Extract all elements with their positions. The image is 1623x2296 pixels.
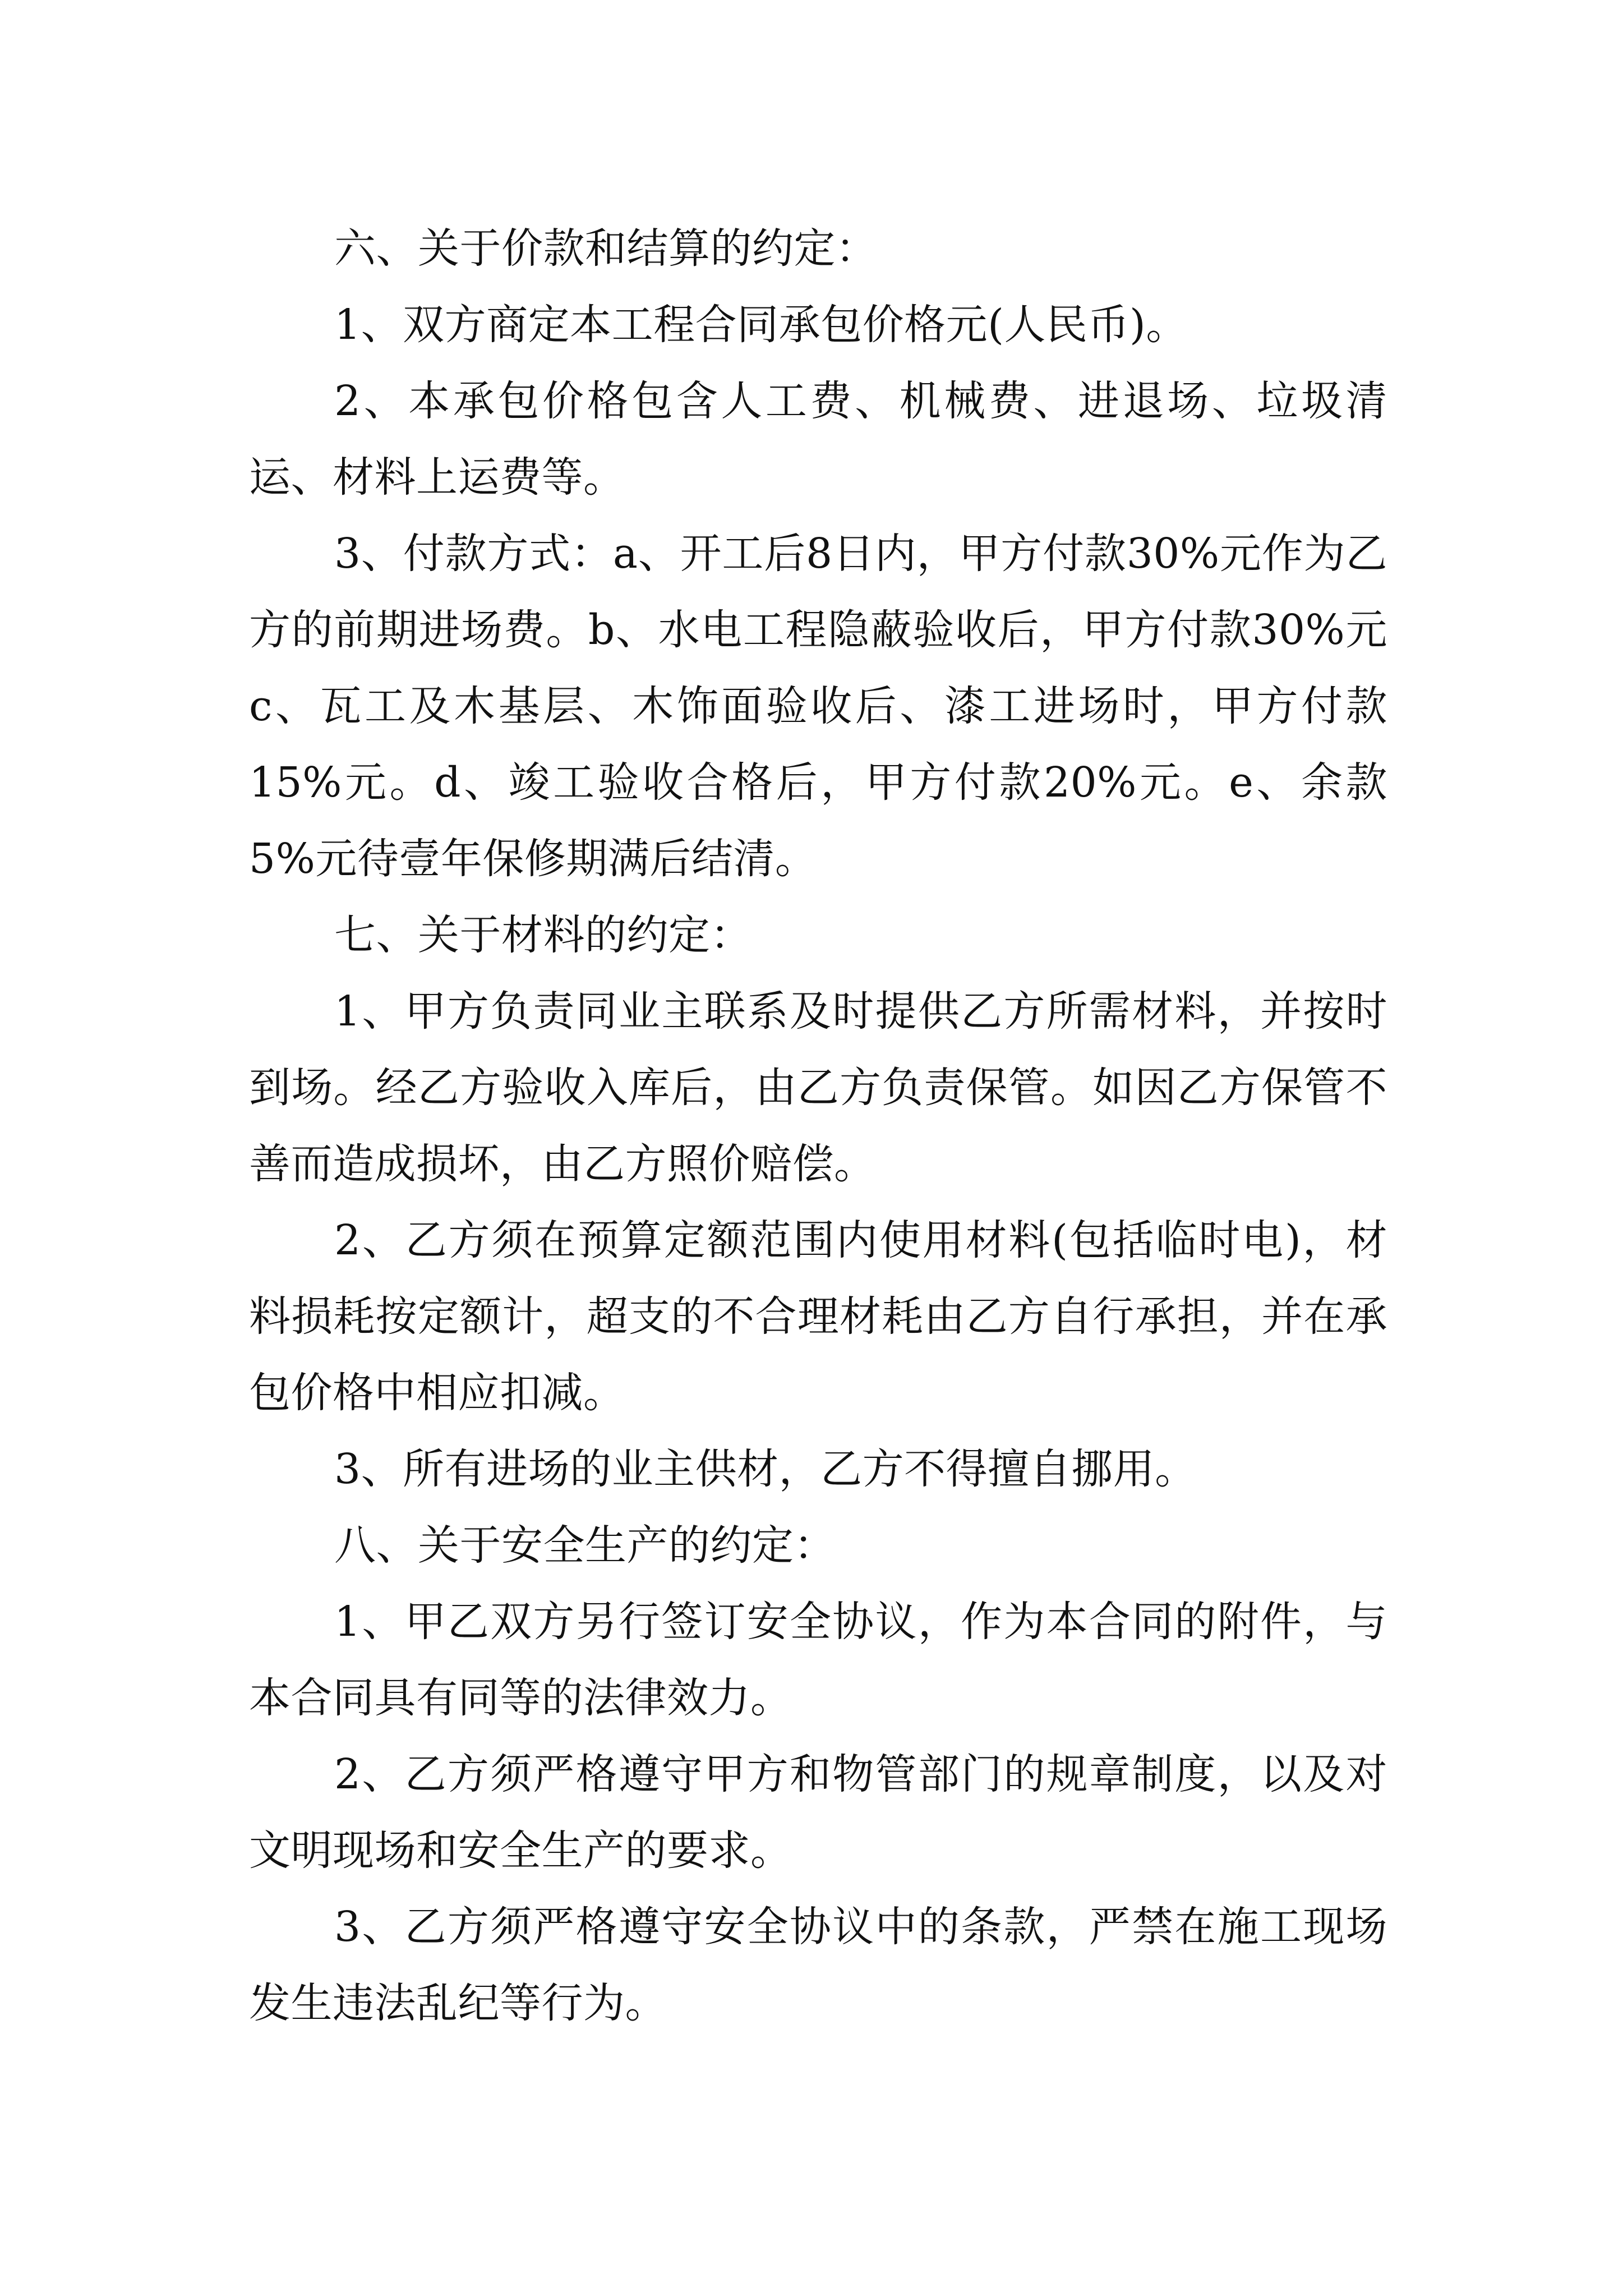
- paragraph: 1、甲乙双方另行签订安全协议，作为本合同的附件，与本合同具有同等的法律效力。: [249, 1598, 1387, 1722]
- paragraph: 2、乙方须在预算定额范围内使用材料(包括临时电)，材料损耗按定额计，超支的不合理材耗由乙方自行承担，并在承包价格中相应扣减。: [249, 1216, 1387, 1417]
- paragraph: 2、乙方须严格遵守甲方和物管部门的规章制度，以及对文明现场和安全生产的要求。: [249, 1750, 1387, 1875]
- section-heading-safety: 八、关于安全生产的约定：: [334, 1521, 836, 1570]
- paragraph: 3、乙方须严格遵守安全协议中的条款，严禁在施工现场发生违法乱纪等行为。: [249, 1903, 1387, 2027]
- document-body: [249, 210, 1387, 2041]
- paragraph: 1、甲方负责同业主联系及时提供乙方所需材料，并按时到场。经乙方验收入库后，由乙方负责保管。如因乙方保管不善而造成损坏，由乙方照价赔偿。: [249, 987, 1387, 1188]
- section-heading-materials: 七、关于材料的约定：: [334, 911, 752, 959]
- paragraph: 2、本承包价格包含人工费、机械费、进退场、垃圾清运、材料上运费等。: [249, 377, 1387, 501]
- paragraph: 3、所有进场的业主供材，乙方不得擅自挪用。: [334, 1445, 1197, 1493]
- paragraph: 3、付款方式：a、开工后8日内，甲方付款30%元作为乙方的前期进场费。b、水电工程隐蔽验收后，甲方付款30%元c、瓦工及木基层、木饰面验收后、漆工进场时，甲方付款15%元。d、竣工验收合格后，甲方付款20%元。e、余款5%元待壹年保修期满后结清。: [249, 530, 1387, 883]
- section-heading-price-settlement: 六、关于价款和结算的约定：: [334, 224, 878, 273]
- paragraph: 1、双方商定本工程合同承包价格元(人民币)。: [334, 301, 1188, 349]
